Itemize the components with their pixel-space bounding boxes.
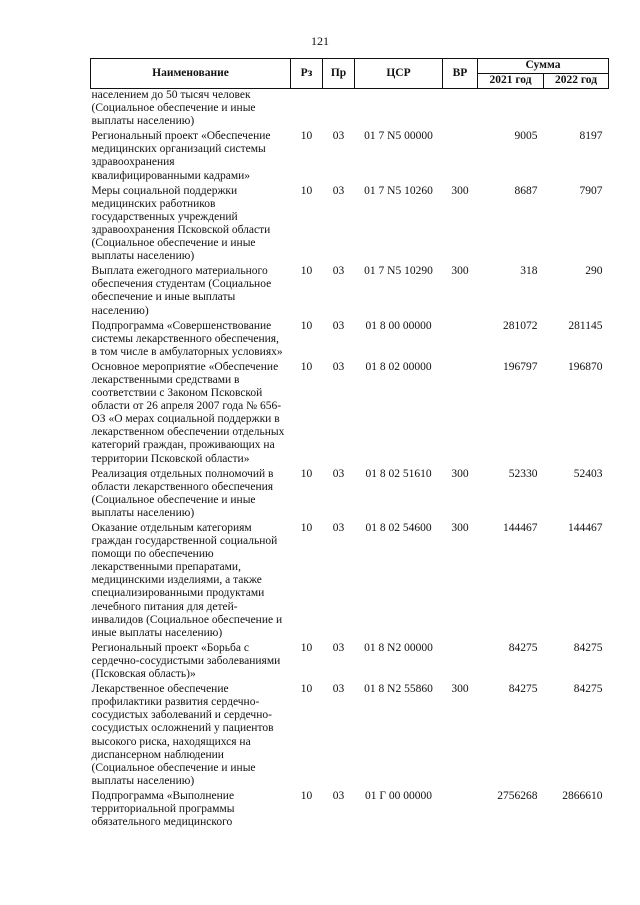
header-name: Наименование — [91, 59, 291, 89]
page-number: 121 — [311, 34, 329, 48]
table-row — [91, 265, 609, 319]
row-vr — [443, 130, 478, 184]
row-name: Меры социальной поддержки медицинских работников государственных учреждений здравоохранения Псковской области (Социальное обеспечение и иные выплаты населению) — [91, 184, 271, 263]
row-csr — [355, 89, 443, 131]
row-vr — [443, 790, 478, 831]
row-name: Региональный проект «Борьба с сердечно-сосудистыми заболеваниями (Псковская область)» — [91, 641, 281, 681]
row-pr: 03 — [332, 683, 345, 696]
row-sum-2022: 7907 — [579, 184, 603, 197]
row-vr: 300 — [451, 522, 469, 534]
row-name: населением до 50 тысяч человек (Социальное обеспечение и иные выплаты населению) — [91, 89, 256, 128]
budget-table — [90, 58, 609, 831]
row-rz: 10 — [300, 184, 313, 197]
table-row — [91, 361, 609, 468]
header-csr: ЦСР — [355, 59, 443, 89]
table-row — [91, 89, 609, 131]
row-sum-2021: 84275 — [508, 641, 538, 654]
header-vr: ВР — [443, 59, 478, 89]
row-name: Региональный проект «Обеспечение медицинских организаций системы здравоохранения квалифицированными кадрами» — [91, 130, 271, 182]
row-csr: 01 7 N5 00000 — [364, 130, 433, 143]
row-csr: 01 Г 00 00000 — [364, 789, 433, 802]
row-sum-2022: 8197 — [579, 130, 603, 143]
row-pr: 03 — [332, 130, 345, 143]
row-csr: 01 8 02 51610 — [365, 467, 432, 480]
row-sum-2022: 144467 — [568, 522, 603, 534]
table-row — [91, 468, 609, 522]
row-pr: 03 — [332, 789, 345, 802]
row-csr: 01 7 N5 10260 — [364, 184, 433, 197]
row-vr — [443, 642, 478, 683]
row-sum-2021: 84275 — [508, 683, 538, 696]
table-row — [91, 130, 609, 184]
row-csr: 01 7 N5 10290 — [364, 265, 433, 278]
row-sum-2021 — [478, 89, 544, 131]
row-rz — [291, 89, 323, 131]
row-vr — [443, 361, 478, 468]
row-sum-2022: 52403 — [573, 467, 603, 480]
row-sum-2021: 52330 — [508, 467, 538, 480]
row-sum-2022: 290 — [585, 265, 603, 278]
row-rz: 10 — [300, 683, 313, 696]
row-pr: 03 — [332, 641, 345, 654]
row-rz: 10 — [300, 467, 313, 480]
row-sum-2022: 84275 — [573, 641, 603, 654]
row-pr: 03 — [332, 319, 345, 332]
row-name: Оказание отдельным категориям граждан государственной социальной помощи по обеспечению лекарственными препаратами, медицинскими изделиями, а также специализированными продуктами лечебного питания для детей-инвалидов (Социальное обеспечение и иные выплаты населению) — [91, 522, 283, 639]
row-rz: 10 — [300, 641, 313, 654]
row-vr: 300 — [451, 184, 469, 197]
row-pr: 03 — [332, 522, 345, 534]
row-sum-2021: 9005 — [514, 130, 538, 143]
header-year-2022: 2022 год — [544, 74, 609, 89]
row-sum-2021: 281072 — [503, 319, 538, 332]
row-pr: 03 — [332, 467, 345, 480]
row-sum-2021: 144467 — [503, 522, 538, 534]
table-row — [91, 642, 609, 683]
row-sum-2022: 196870 — [568, 360, 603, 373]
row-rz: 10 — [300, 360, 313, 373]
row-pr: 03 — [332, 265, 345, 278]
row-csr: 01 8 N2 55860 — [364, 683, 433, 696]
row-sum-2021: 2756268 — [497, 789, 538, 802]
row-name: Выплата ежегодного материального обеспечения студентам (Социальное обеспечение и иные выплаты населению) — [91, 265, 272, 317]
row-rz: 10 — [300, 522, 313, 534]
row-vr: 300 — [451, 265, 469, 278]
row-name: Лекарственное обеспечение профилактики развития сердечно-сосудистых заболеваний и сердечно-сосудистых осложнений у пациентов высокого риска, находящихся на диспансерном наблюдении (Социальное обеспечение и иные выплаты населению) — [91, 683, 274, 787]
row-name: Подпрограмма «Совершенствование системы лекарственного обеспечения, в том числе в амбулаторных условиях» — [91, 319, 283, 358]
table-body — [91, 89, 609, 832]
table-row — [91, 522, 609, 642]
table-row — [91, 320, 609, 361]
row-pr: 03 — [332, 360, 345, 373]
row-vr: 300 — [451, 467, 469, 480]
row-csr: 01 8 02 54600 — [365, 522, 432, 534]
header-rz: Рз — [291, 59, 323, 89]
row-vr — [443, 320, 478, 361]
table-row — [91, 790, 609, 831]
table-row — [91, 683, 609, 790]
row-rz: 10 — [300, 265, 313, 278]
row-pr: 03 — [332, 184, 345, 197]
row-rz: 10 — [300, 130, 313, 143]
row-csr: 01 8 N2 00000 — [364, 641, 433, 654]
row-rz: 10 — [300, 789, 313, 802]
row-sum-2021: 8687 — [514, 184, 538, 197]
row-vr: 300 — [451, 683, 469, 696]
row-sum-2021: 196797 — [503, 360, 538, 373]
row-sum-2022 — [544, 89, 609, 131]
row-sum-2022: 84275 — [573, 683, 603, 696]
row-sum-2022: 281145 — [568, 319, 603, 332]
row-name: Подпрограмма «Выполнение территориальной программы обязательного медицинского — [91, 789, 235, 829]
row-pr — [323, 89, 355, 131]
header-pr: Пр — [323, 59, 355, 89]
row-name: Реализация отдельных полномочий в области лекарственного обеспечения (Социальное обеспечение и иные выплаты населению) — [91, 467, 274, 519]
header-sum: Сумма — [478, 59, 609, 74]
row-name: Основное мероприятие «Обеспечение лекарственными средствами в соответствии с Законом Псковской области от 26 апреля 2007 года № 656-ОЗ «О мерах социальной поддержки в лекарственном обеспечении отдельных категорий граждан, проживающих на территории Псковской области» — [91, 360, 285, 465]
table-row — [91, 185, 609, 266]
row-rz: 10 — [300, 319, 313, 332]
row-csr: 01 8 02 00000 — [365, 360, 432, 373]
header-year-2021: 2021 год — [478, 74, 544, 89]
row-sum-2022: 2866610 — [562, 789, 603, 802]
row-sum-2021: 318 — [520, 265, 538, 278]
row-vr — [443, 89, 478, 131]
row-csr: 01 8 00 00000 — [365, 319, 432, 332]
